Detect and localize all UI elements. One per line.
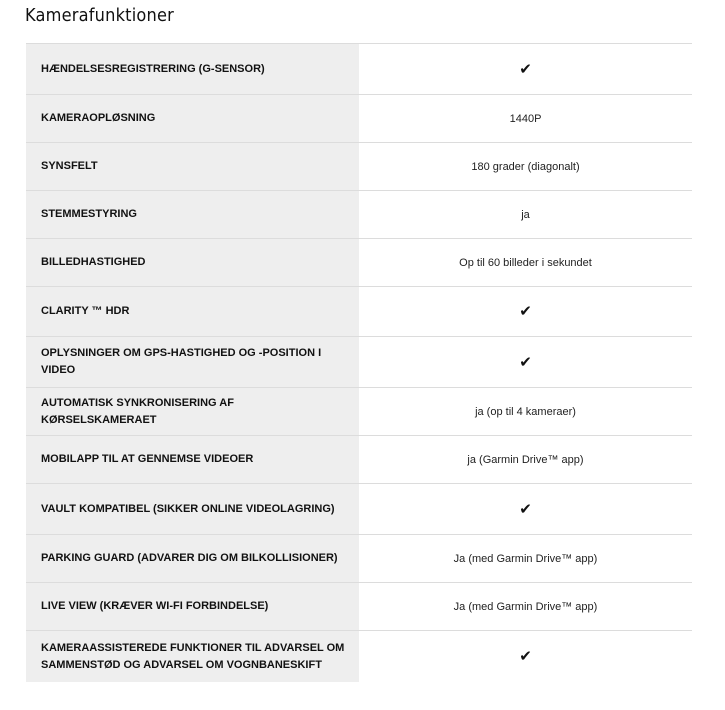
spec-label: CLARITY ™ HDR (26, 287, 359, 336)
spec-value: ja (Garmin Drive™ app) (467, 453, 584, 466)
spec-label: PARKING GUARD (ADVARER DIG OM BILKOLLISIONER) (26, 535, 359, 582)
spec-row (26, 95, 692, 143)
spec-row (26, 484, 692, 535)
section-title: Kamerafunktioner (25, 5, 174, 26)
spec-label: AUTOMATISK SYNKRONISERING AF KØRSELSKAMERAET (26, 388, 359, 435)
spec-label: STEMMESTYRING (26, 191, 359, 238)
checkmark-icon: ✔ (519, 500, 532, 518)
spec-value: Op til 60 billeder i sekundet (459, 256, 592, 269)
spec-row (26, 631, 692, 682)
spec-table (26, 43, 692, 682)
spec-row (26, 239, 692, 287)
checkmark-icon: ✔ (519, 353, 532, 371)
spec-label: HÆNDELSESREGISTRERING (G-SENSOR) (26, 44, 359, 94)
spec-value (359, 337, 692, 387)
spec-label: MOBILAPP TIL AT GENNEMSE VIDEOER (26, 436, 359, 483)
spec-value: 1440P (509, 112, 542, 125)
spec-label: OPLYSNINGER OM GPS-HASTIGHED OG -POSITION I VIDEO (26, 337, 359, 387)
spec-value: 180 grader (diagonalt) (471, 160, 580, 173)
spec-value: Ja (med Garmin Drive™ app) (453, 600, 598, 613)
spec-value (359, 631, 692, 682)
spec-row (26, 436, 692, 484)
spec-value (359, 484, 692, 534)
spec-row (26, 287, 692, 337)
spec-row (26, 143, 692, 191)
spec-value (359, 287, 692, 336)
spec-value: ja (521, 208, 530, 221)
spec-label: BILLEDHASTIGHED (26, 239, 359, 286)
spec-label: KAMERAASSISTEREDE FUNKTIONER TIL ADVARSEL OM SAMMENSTØD OG ADVARSEL OM VOGNBANESKIFT (26, 631, 359, 682)
spec-value: ja (op til 4 kameraer) (475, 405, 576, 418)
spec-row (26, 535, 692, 583)
spec-row (26, 44, 692, 95)
checkmark-icon: ✔ (519, 60, 532, 78)
spec-label: LIVE VIEW (KRÆVER WI-FI FORBINDELSE) (26, 583, 359, 630)
spec-label: VAULT KOMPATIBEL (SIKKER ONLINE VIDEOLAGRING) (26, 484, 359, 534)
spec-row (26, 388, 692, 436)
spec-row (26, 191, 692, 239)
spec-row (26, 337, 692, 388)
spec-value (359, 44, 692, 94)
checkmark-icon: ✔ (519, 303, 532, 320)
spec-label: KAMERAOPLØSNING (26, 95, 359, 142)
spec-label: SYNSFELT (26, 143, 359, 190)
spec-row (26, 583, 692, 631)
checkmark-icon: ✔ (519, 648, 532, 665)
spec-value: Ja (med Garmin Drive™ app) (453, 552, 598, 565)
